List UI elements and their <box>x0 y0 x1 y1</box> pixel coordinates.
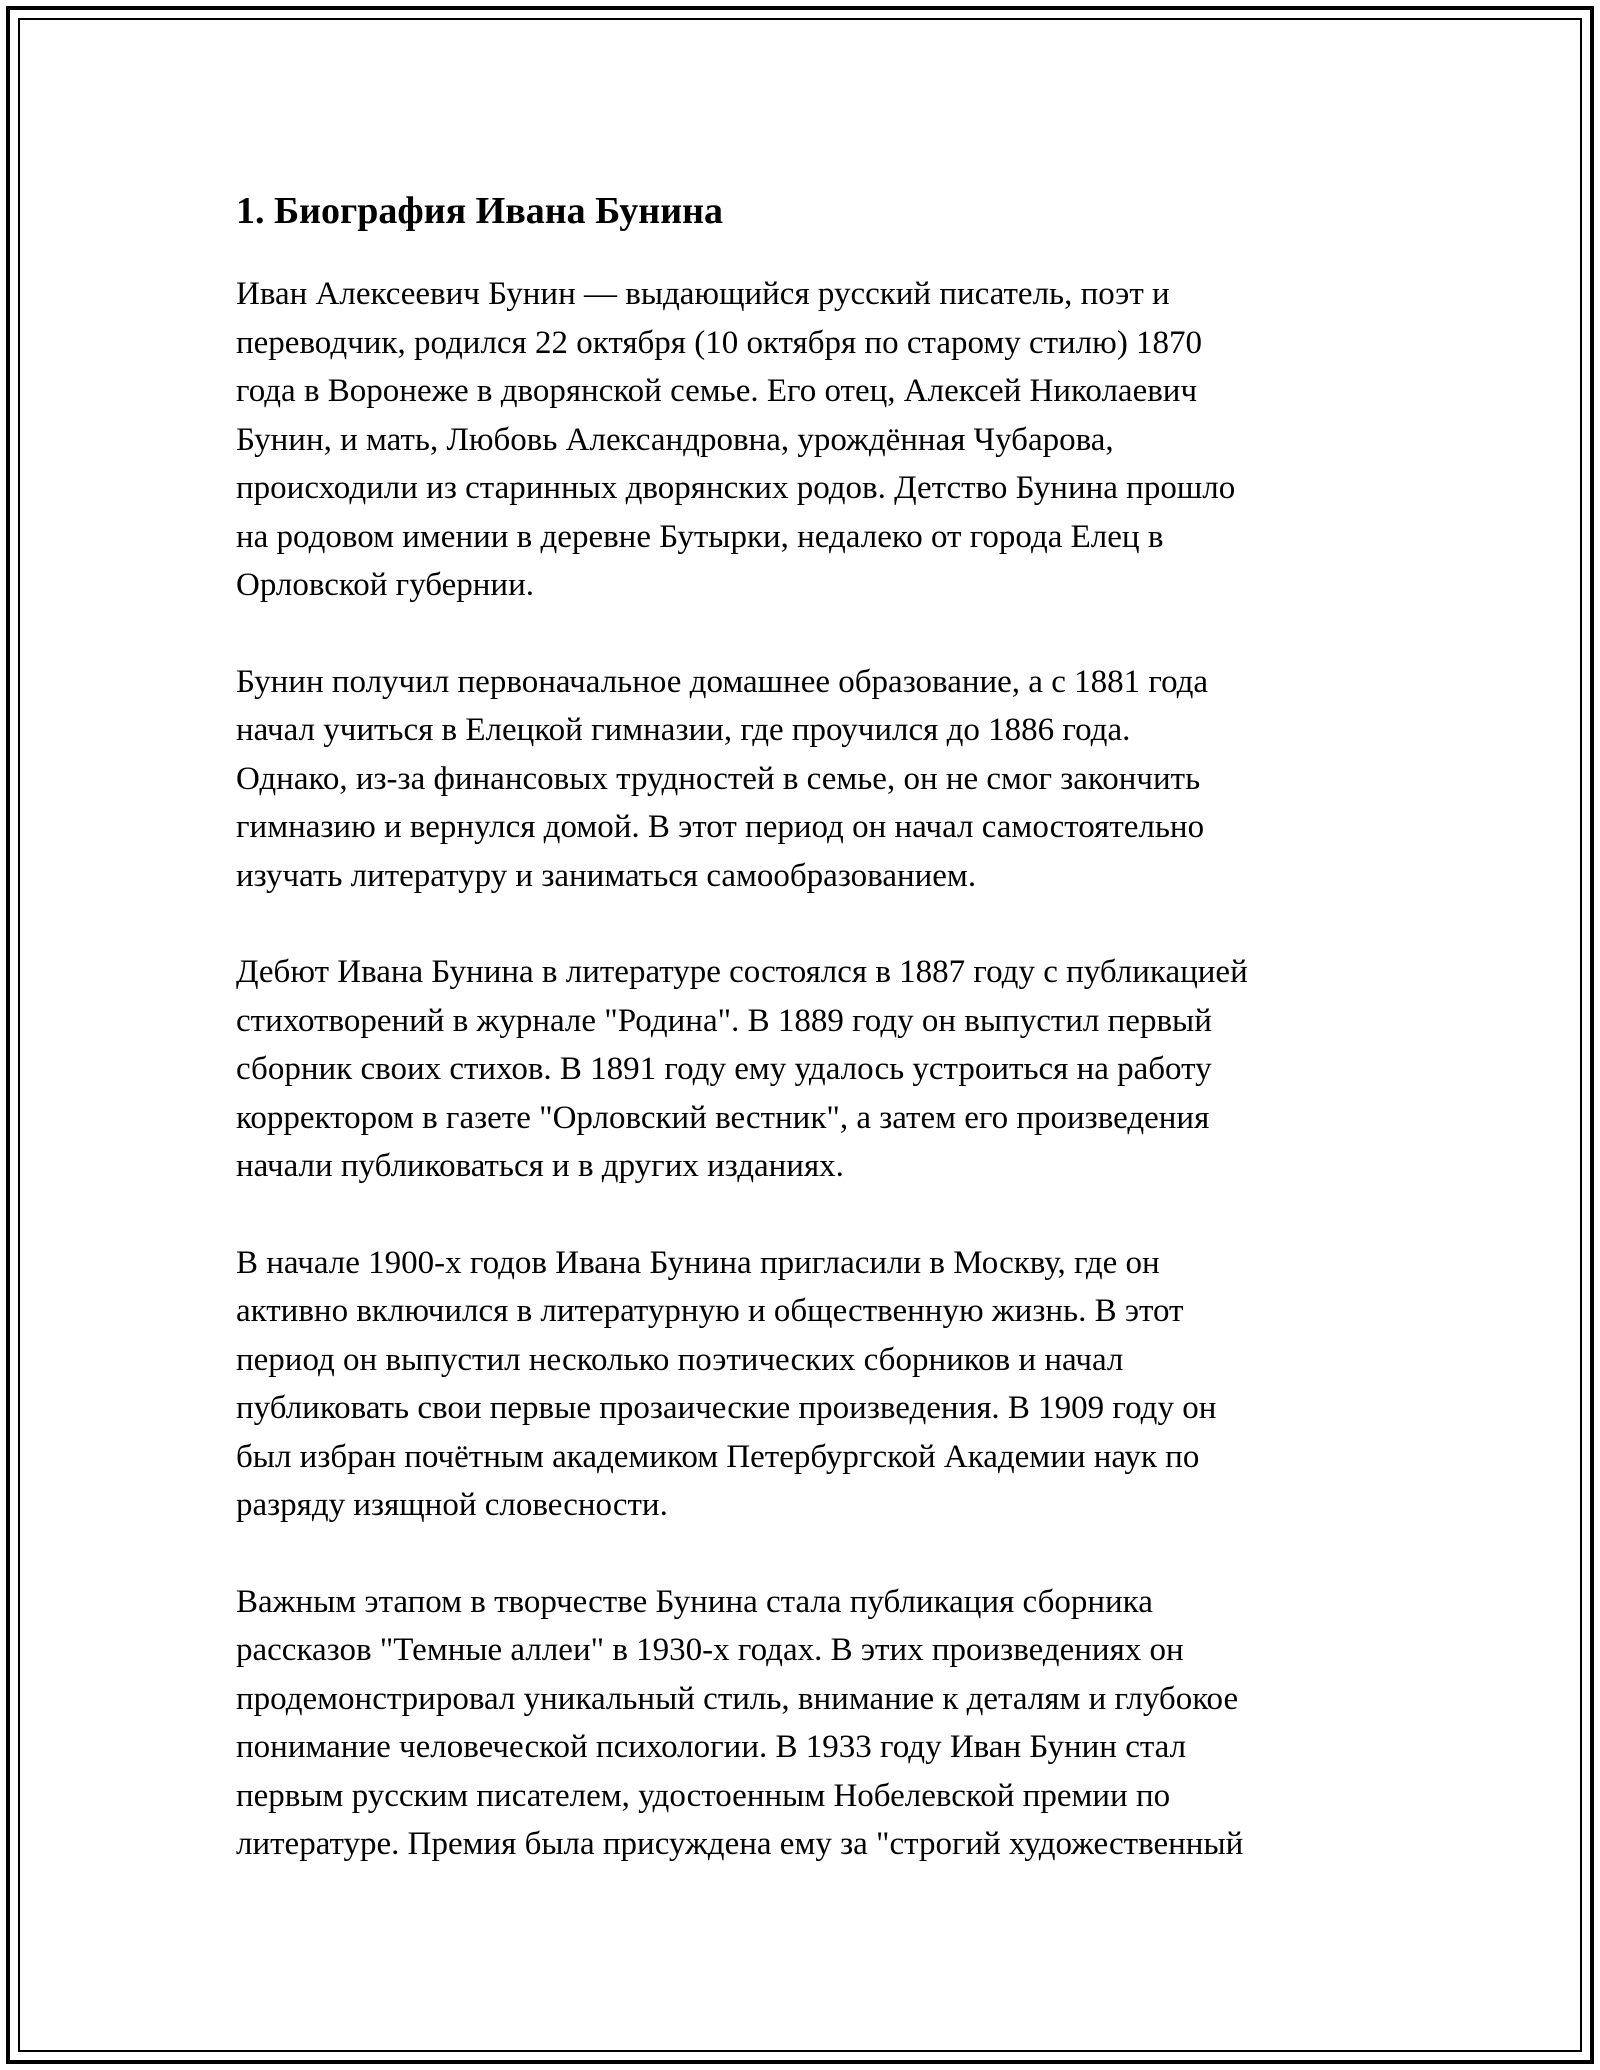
paragraph-nobel: Важным этапом в творчестве Бунина стала публикация сборника рассказов "Темные аллеи" в 1930-х годах. В этих произведениях он продемонстрировал уникальный стиль, внимание к деталям и глубокое понимание человеческой психологии. В 1933 году Иван Бунин стал первым русским писателем, удостоенным Нобелевской премии по литературе. Премия была присуждена ему за "строгий художественный <box>236 1583 1244 1862</box>
paragraph-education: Бунин получил первоначальное домашнее образование, а с 1881 года начал учиться в Елецкой гимназии, где проучился до 1886 года. Однако, из-за финансовых трудностей в семье, он не смог закончить гимназию и вернулся домой. В этот период он начал самостоятельно изучать литературу и заниматься самообразованием. <box>236 663 1209 894</box>
document-page <box>236 186 1386 1917</box>
paragraph-moscow: В начале 1900-х годов Ивана Бунина пригласили в Москву, где он активно включился в литературную и общественную жизнь. В этот период он выпустил несколько поэтических сборников и начал публиковать свои первые прозаические произведения. В 1909 году он был избран почётным академиком Петербургской Академии наук по разряду изящной словесности. <box>236 1244 1217 1523</box>
section-heading: 1. Биография Ивана Бунина <box>236 190 723 232</box>
paragraph-debut: Дебют Ивана Бунина в литературе состоялся в 1887 году с публикацией стихотворений в журнале "Родина". В 1889 году он выпустил первый сборник своих стихов. В 1891 году ему удалось устроиться на работу корректором в газете "Орловский вестник", а затем его произведения начали публиковаться и в других изданиях. <box>236 954 1248 1184</box>
paragraph-birth: Иван Алексеевич Бунин — выдающийся русский писатель, поэт и переводчик, родился 22 октября (10 октября по старому стилю) 1870 года в Воронеже в дворянской семье. Его отец, Алексей Николаевич Бунин, и мать, Любовь Александровна, урождённая Чубарова, происходили из старинных дворянских родов. Детство Бунина прошло на родовом имении в деревне Бутырки, недалеко от города Елец в Орловской губернии. <box>236 276 1236 603</box>
